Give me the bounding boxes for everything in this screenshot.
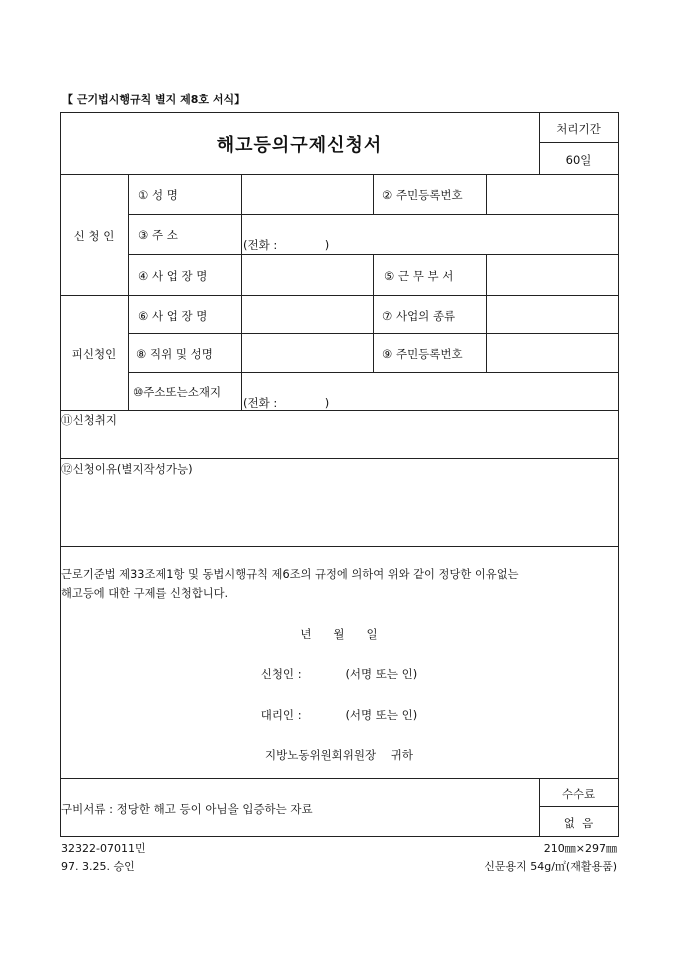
col-line — [486, 333, 487, 372]
respondent-workplace-label: ⑥ 사 업 장 명 — [138, 309, 208, 323]
paper-type: 신문용지 54g/㎡(재활용품) — [484, 860, 617, 873]
approval-date: 97. 3.25. 승인 — [61, 860, 135, 873]
fee-value: 없 음 — [563, 816, 594, 830]
applicant-name-field[interactable] — [244, 176, 372, 213]
date-line: 년 월 일 — [300, 627, 378, 641]
applicant-workplace-label: ④ 사 업 장 명 — [138, 269, 208, 283]
respondent-business-type-label: ⑦ 사업의 종류 — [382, 309, 456, 323]
statement-line-2: 해고등에 대한 구제를 신청합니다. — [61, 587, 229, 600]
processing-split — [539, 142, 618, 143]
respondent-position-field[interactable] — [244, 335, 372, 371]
agent-signature-line: 대리인 : (서명 또는 인) — [260, 708, 418, 722]
row-line — [60, 174, 618, 175]
form-title: 해고등의구제신청서 — [216, 135, 383, 156]
row-line — [60, 458, 618, 459]
col-line — [128, 174, 129, 410]
respondent-address-label: ⑩주소또는소재지 — [133, 385, 222, 399]
table-top-border — [60, 112, 618, 113]
row-line — [128, 372, 618, 373]
applicant-resident-no-label: ② 주민등록번호 — [382, 188, 463, 202]
applicant-address-phone: (전화 : ) — [243, 238, 330, 252]
row-line — [60, 546, 618, 547]
application-reason-field[interactable] — [62, 477, 616, 544]
application-purpose-field[interactable] — [62, 428, 616, 456]
respondent-business-type-field[interactable] — [489, 297, 617, 332]
col-line — [373, 174, 374, 214]
applicant-name-label: ① 성 명 — [138, 188, 178, 202]
row-line — [60, 295, 618, 296]
fee-split — [539, 806, 618, 807]
col-line — [373, 254, 374, 333]
respondent-resident-no-label: ⑨ 주민등록번호 — [382, 347, 463, 361]
applicant-workplace-field[interactable] — [244, 256, 372, 293]
paper-size: 210㎜×297㎜ — [543, 842, 617, 855]
statement-line-1: 근로기준법 제33조제1항 및 동법시행규칙 제6조의 규정에 의하여 위와 같이 정당한 이유없는 — [61, 568, 519, 581]
col-line — [486, 174, 487, 214]
respondent-resident-no-field[interactable] — [489, 335, 617, 371]
applicant-department-field[interactable] — [489, 256, 617, 293]
applicant-department-label: ⑤ 근 무 부 서 — [384, 269, 454, 283]
row-line — [60, 778, 618, 779]
application-reason-label: ⑫신청이유(별지작성가능) — [61, 462, 193, 476]
applicant-signature-line: 신청인 : (서명 또는 인) — [260, 667, 418, 681]
applicant-address-label: ③ 주 소 — [138, 228, 178, 242]
respondent-position-label: ⑧ 직위 및 성명 — [136, 347, 213, 361]
row-line — [60, 410, 618, 411]
table-bottom-border — [60, 836, 618, 837]
processing-period-value: 60일 — [565, 153, 592, 167]
respondent-address-phone: (전화 : ) — [243, 396, 330, 410]
addressee-line: 지방노동위원회위원장 귀하 — [265, 748, 413, 762]
respondent-workplace-field[interactable] — [244, 297, 372, 332]
col-line — [486, 254, 487, 333]
required-documents: 구비서류 : 정당한 해고 등이 아님을 입증하는 자료 — [61, 802, 313, 816]
form-header: 【 근기법시행규칙 별지 제8호 서식】 — [62, 93, 246, 106]
col-line — [373, 333, 374, 372]
respondent-section-label: 피신청인 — [71, 347, 117, 361]
applicant-resident-no-field[interactable] — [489, 176, 617, 213]
application-purpose-label: ⑪신청취지 — [61, 413, 117, 427]
processing-period-label: 처리기간 — [556, 122, 601, 136]
form-code: 32322-07011민 — [61, 842, 146, 855]
row-line — [128, 214, 618, 215]
applicant-section-label: 신 청 인 — [73, 229, 115, 243]
fee-label: 수수료 — [561, 787, 596, 801]
col-line — [241, 174, 242, 410]
table-right-border — [618, 112, 619, 837]
